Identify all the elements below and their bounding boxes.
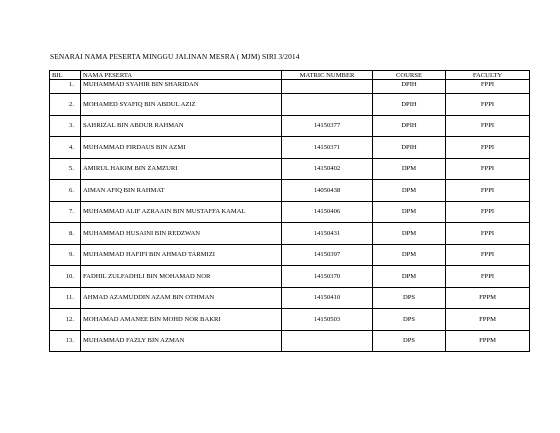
header-row (50, 71, 530, 80)
cell-bil: 11. (50, 287, 81, 309)
cell-name: MOHAMED SYAFIQ BIN ABDUL AZIZ (81, 94, 282, 116)
cell-faculty: FPPI (446, 201, 530, 223)
table-row (50, 330, 530, 352)
cell-course: DPIH (373, 115, 446, 137)
cell-faculty: FPPI (446, 115, 530, 137)
cell-matric: 14150370 (282, 266, 373, 288)
cell-course: DPM (373, 223, 446, 245)
table-row (50, 309, 530, 331)
cell-course: DPM (373, 266, 446, 288)
table-row (50, 266, 530, 288)
header-matric: MATRIC NUMBER (282, 71, 373, 80)
cell-name: MUHAMMAD HAFIFI BIN AHMAD TARMIZI (81, 244, 282, 266)
table-row (50, 287, 530, 309)
cell-faculty: FPPM (446, 330, 530, 352)
cell-course: DPS (373, 309, 446, 331)
cell-name: MUHAMMAD ALIF AZRAAIN BIN MUSTAFFA KAMAL (81, 201, 282, 223)
cell-course: DPIH (373, 137, 446, 159)
cell-bil: 4. (50, 137, 81, 159)
cell-faculty: FPPI (446, 137, 530, 159)
cell-bil: 13. (50, 330, 81, 352)
cell-matric: 14150410 (282, 287, 373, 309)
cell-course: DPM (373, 158, 446, 180)
cell-course: DPM (373, 244, 446, 266)
cell-name: MOHAMAD AMANEE BIN MOHD NOR BAKRI (81, 309, 282, 331)
cell-course: DPIH (373, 94, 446, 116)
cell-bil: 9. (50, 244, 81, 266)
cell-bil: 10. (50, 266, 81, 288)
cell-faculty: FPPM (446, 309, 530, 331)
cell-faculty: FPPI (446, 266, 530, 288)
table-body (50, 80, 530, 352)
cell-name: AHMAD AZAMUDDIN AZAM BIN OTHMAN (81, 287, 282, 309)
header-bil: BIL (50, 71, 81, 80)
cell-faculty: FPPM (446, 287, 530, 309)
cell-matric: 14150377 (282, 115, 373, 137)
cell-course: DPM (373, 180, 446, 202)
cell-matric: 14150397 (282, 244, 373, 266)
table-row (50, 180, 530, 202)
cell-matric: 14150371 (282, 137, 373, 159)
cell-matric: 14150406 (282, 201, 373, 223)
cell-name: MUHAMMAD FAZLY BIN AZMAN (81, 330, 282, 352)
header-name: NAMA PESERTA (81, 71, 282, 80)
cell-course: DPM (373, 201, 446, 223)
cell-matric (282, 80, 373, 94)
table-row (50, 201, 530, 223)
participant-table (49, 70, 530, 352)
cell-matric: 14150503 (282, 309, 373, 331)
table-row (50, 158, 530, 180)
cell-name: SAHRIZAL BIN ABDUR RAHMAN (81, 115, 282, 137)
cell-name: MUHAMMAD FIRDAUS BIN AZMI (81, 137, 282, 159)
cell-matric (282, 330, 373, 352)
cell-faculty: FPPI (446, 94, 530, 116)
cell-bil: 6. (50, 180, 81, 202)
header-course: COURSE (373, 71, 446, 80)
cell-faculty: FPPI (446, 180, 530, 202)
table-row (50, 137, 530, 159)
table-row (50, 244, 530, 266)
cell-faculty: FPPI (446, 244, 530, 266)
document-title: SENARAI NAMA PESERTA MINGGU JALINAN MESRA ( MJM) SIRI 3/2014 (50, 52, 300, 61)
table-row (50, 115, 530, 137)
cell-course: DPS (373, 330, 446, 352)
cell-name: MUHAMMAD HUSAINI BIN REDZWAN (81, 223, 282, 245)
cell-faculty: FPPI (446, 223, 530, 245)
cell-bil: 8. (50, 223, 81, 245)
cell-faculty: FPPI (446, 158, 530, 180)
cell-course: DPIH (373, 80, 446, 94)
table-row (50, 80, 530, 94)
cell-matric: 14050438 (282, 180, 373, 202)
table-row (50, 223, 530, 245)
cell-bil: 3. (50, 115, 81, 137)
cell-matric: 14150431 (282, 223, 373, 245)
cell-bil: 5. (50, 158, 81, 180)
cell-bil: 2. (50, 94, 81, 116)
table-row (50, 94, 530, 116)
table-header (50, 71, 530, 80)
header-faculty: FACULTY (446, 71, 530, 80)
cell-bil: 12. (50, 309, 81, 331)
cell-name: AMIRUL HAKIM BIN ZAMZURI (81, 158, 282, 180)
cell-matric: 14150402 (282, 158, 373, 180)
cell-bil: 7. (50, 201, 81, 223)
cell-name: AIMAN AFIQ BIN RAHMAT (81, 180, 282, 202)
cell-matric (282, 94, 373, 116)
cell-name: MUHAMMAD SYAHIR BIN SHARIDAN (81, 80, 282, 94)
cell-bil: 1. (50, 80, 81, 94)
cell-course: DPS (373, 287, 446, 309)
cell-faculty: FPPI (446, 80, 530, 94)
cell-name: FADHIL ZULFADHLI BIN MOHAMAD NOR (81, 266, 282, 288)
